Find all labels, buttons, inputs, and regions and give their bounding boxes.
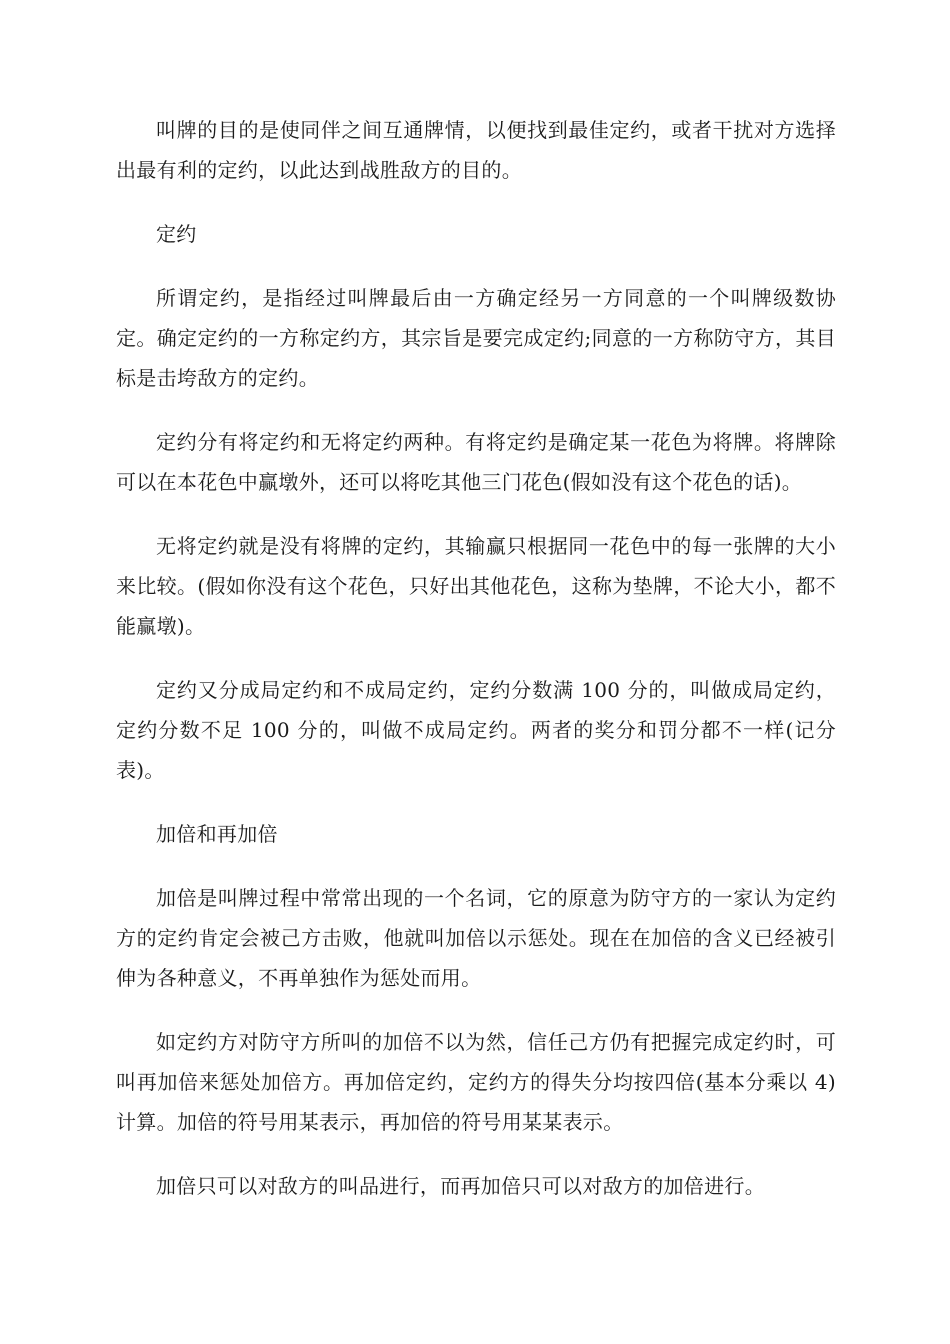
heading-contract: 定约 [156,222,197,246]
paragraph-double-rules: 加倍只可以对敌方的叫品进行，而再加倍只可以对敌方的加倍进行。 [156,1174,765,1198]
paragraph-no-trump-contract: 无将定约就是没有将牌的定约，其输赢只根据同一花色中的每一张牌的大小来比较。(假如你没有这个花色，只好出其他花色，这称为垫牌，不论大小，都不能赢墩)。 [116,534,836,638]
paragraph-game-contract: 定约又分成局定约和不成局定约，定约分数满 100 分的，叫做成局定约，定约分数不足 100 分的，叫做不成局定约。两者的奖分和罚分都不一样(记分表)。 [116,678,836,782]
paragraph-contract-definition: 所谓定约，是指经过叫牌最后由一方确定经另一方同意的一个叫牌级数协定。确定定约的一方称定约方，其宗旨是要完成定约;同意的一方称防守方，其目标是击垮敌方的定约。 [116,286,836,390]
paragraph-double: 加倍是叫牌过程中常常出现的一个名词，它的原意为防守方的一家认为定约方的定约肯定会被己方击败，他就叫加倍以示惩处。现在在加倍的含义已经被引伸为各种意义，不再单独作为惩处而用。 [116,886,836,990]
document-page [116,110,836,1230]
heading-double-redouble: 加倍和再加倍 [156,822,278,846]
paragraph-bidding-purpose: 叫牌的目的是使同伴之间互通牌情，以便找到最佳定约，或者干扰对方选择出最有利的定约，以此达到战胜敌方的目的。 [116,118,836,182]
paragraph-redouble: 如定约方对防守方所叫的加倍不以为然，信任己方仍有把握完成定约时，可叫再加倍来惩处加倍方。再加倍定约，定约方的得失分均按四倍(基本分乘以 4)计算。加倍的符号用某表示，再加倍的符号用某某表示。 [116,1030,836,1134]
paragraph-trump-contract: 定约分有将定约和无将定约两种。有将定约是确定某一花色为将牌。将牌除可以在本花色中赢墩外，还可以将吃其他三门花色(假如没有这个花色的话)。 [116,430,836,494]
